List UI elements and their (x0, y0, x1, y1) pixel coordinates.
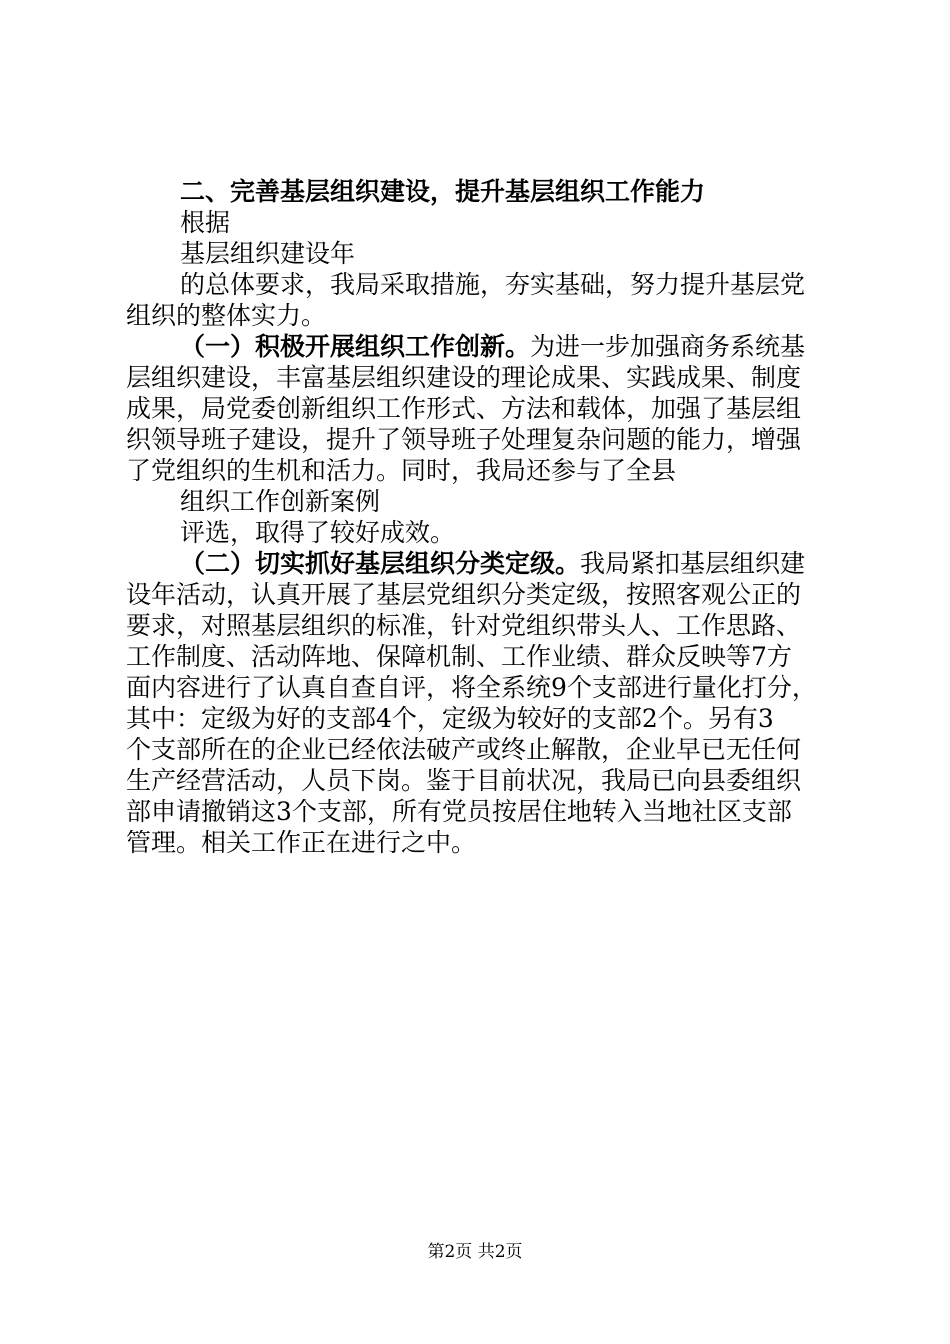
section2-line-10: 管理。相关工作正在进行之中。 (126, 828, 477, 857)
section1-line-2: 层组织建设，丰富基层组织建设的理论成果、实践成果、制度 (126, 363, 802, 392)
section2-title: （二）切实抓好基层组织分类定级。 (180, 549, 581, 578)
section2-line-9: 部申请撤销这3个支部，所有党员按居住地转入当地社区支部 (126, 797, 792, 826)
section2-line-4: 工作制度、活动阵地、保障机制、工作业绩、群众反映等7方 (126, 642, 792, 671)
intro-line-1: 根据 (180, 208, 231, 237)
section2-line-3: 要求，对照基层组织的标准，针对党组织带头人、工作思路、 (126, 611, 802, 640)
section2-line-8: 生产经营活动，人员下岗。鉴于目前状况，我局已向县委组织 (126, 766, 802, 795)
section1-line-1-text: 为进一步加强商务系统基 (530, 332, 806, 361)
section2-line-6: 其中：定级为好的支部4个，定级为较好的支部2个。另有3 (126, 704, 774, 733)
intro-line-3: 的总体要求，我局采取措施，夯实基础，努力提升基层党 (180, 270, 806, 299)
section2-line-2: 设年活动，认真开展了基层党组织分类定级，按照客观公正的 (126, 580, 802, 609)
section2-line-5: 面内容进行了认真自查自评，将全系统9个支部进行量化打分， (126, 673, 817, 702)
intro-line-4: 组织的整体实力。 (126, 301, 327, 330)
section2-line-7: 个支部所在的企业已经依法破产或终止解散，企业早已无任何 (126, 735, 802, 764)
section-heading: 二、完善基层组织建设，提升基层组织工作能力 (180, 177, 706, 206)
page-footer: 第2页 共2页 (427, 1242, 523, 1262)
section1-line-7: 评选，取得了较好成效。 (180, 518, 456, 547)
section1-line-3: 成果，局党委创新组织工作形式、方法和载体，加强了基层组 (126, 394, 802, 423)
section1-line-4: 织领导班子建设，提升了领导班子处理复杂问题的能力，增强 (126, 425, 802, 454)
intro-line-2: 基层组织建设年 (180, 239, 356, 268)
section1-line-6: 组织工作创新案例 (180, 487, 381, 516)
section1-line-5: 了党组织的生机和活力。同时，我局还参与了全县 (126, 456, 677, 485)
section2-line-1-text: 我局紧扣基层组织建 (580, 549, 806, 578)
section1-title: （一）积极开展组织工作创新。 (180, 332, 531, 361)
